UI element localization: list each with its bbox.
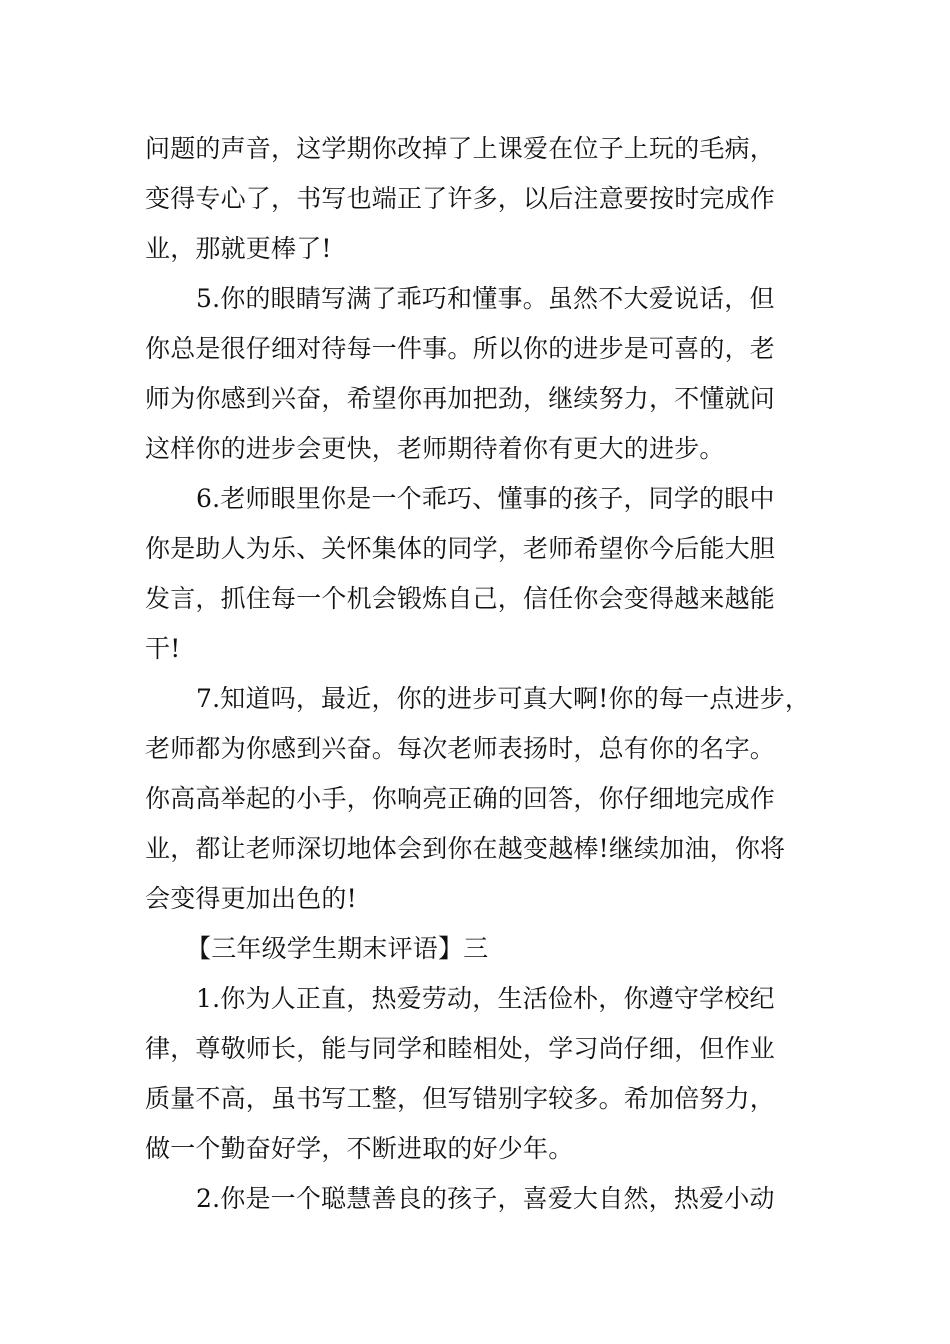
paragraph-2-start: 2.你是一个聪慧善良的孩子，喜爱大自然，热爱小动 [196,1184,775,1213]
text-line: 你高高举起的小手，你响亮正确的回答，你仔细地完成作 [145,784,776,813]
text-line: 业，那就更棒了! [145,234,332,263]
text-line: 发言，抓住每一个机会锻炼自己，信任你会变得越来越能 [145,584,776,613]
text-line: 老师都为你感到兴奋。每次老师表扬时，总有你的名字。 [145,734,776,763]
paragraph-7-start: 7.知道吗，最近，你的进步可真大啊!你的每一点进步， [196,684,811,713]
text-line: 干! [145,634,181,663]
text-line: 这样你的进步会更快，老师期待着你有更大的进步。 [145,434,725,463]
text-line: 会变得更加出色的! [145,884,357,913]
text-line: 律，尊敬师长，能与同学和睦相处，学习尚仔细，但作业 [145,1034,776,1063]
section-heading: 【三年级学生期末评语】三 [186,934,489,963]
text-line: 你是助人为乐、关怀集体的同学，老师希望你今后能大胆 [145,534,776,563]
text-line: 师为你感到兴奋，希望你再加把劲，继续努力，不懂就问 [145,384,776,413]
paragraph-1-start: 1.你为人正直，热爱劳动，生活俭朴，你遵守学校纪 [196,984,775,1013]
text-line: 变得专心了，书写也端正了许多，以后注意要按时完成作 [145,184,776,213]
text-line: 你总是很仔细对待每一件事。所以你的进步是可喜的，老 [145,334,776,363]
text-line: 问题的声音，这学期你改掉了上课爱在位子上玩的毛病， [145,134,776,163]
text-line: 业，都让老师深切地体会到你在越变越棒!继续加油，你将 [145,834,786,863]
paragraph-6-start: 6.老师眼里你是一个乖巧、懂事的孩子，同学的眼中 [196,484,775,513]
paragraph-5-start: 5.你的眼睛写满了乖巧和懂事。虽然不大爱说话，但 [196,284,775,313]
text-line: 做一个勤奋好学，不断进取的好少年。 [145,1134,574,1163]
text-line: 质量不高，虽书写工整，但写错别字较多。希加倍努力， [145,1084,776,1113]
